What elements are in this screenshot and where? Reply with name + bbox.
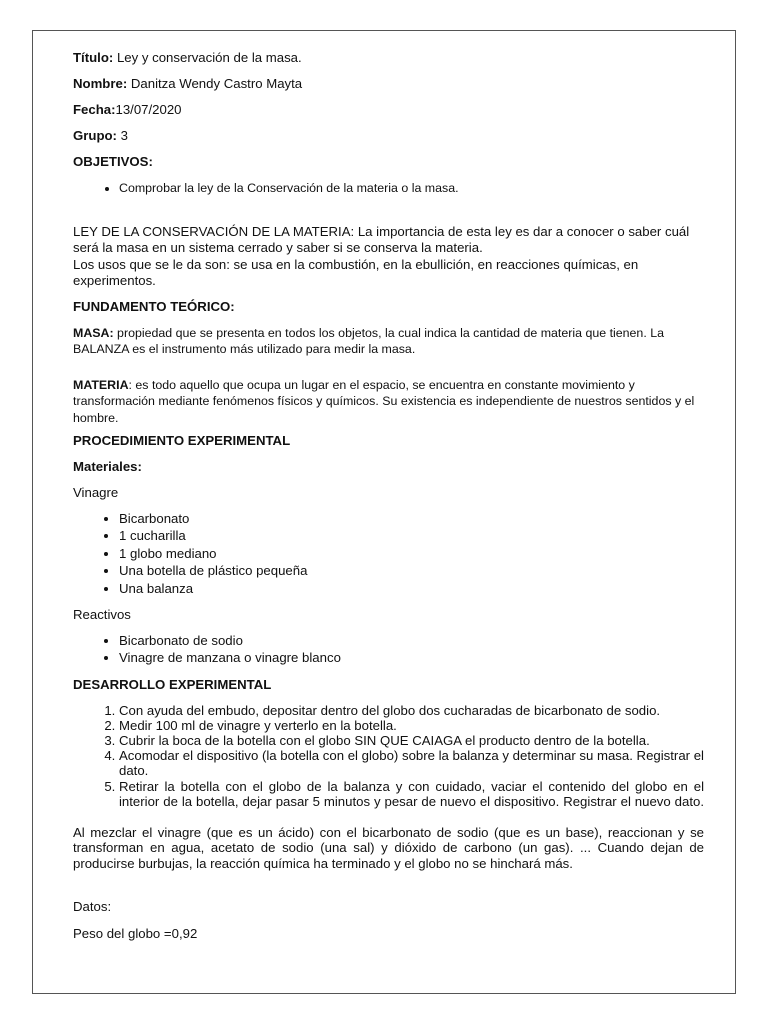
date-line — [73, 102, 704, 119]
list-item: 5. Retirar la botella con el globo de la balanza y con cuidado, vaciar el contenido del globo en el interior de la botella, dejar pasar 5 minutos y pesar de nuevo el dispositivo. Registrar el nuevo dato. — [119, 779, 704, 809]
list-item: 4. Acomodar el dispositivo (la botella con el globo) sobre la balanza y determinar su masa. Registrar el dato. — [119, 748, 704, 778]
objectives-list — [73, 180, 704, 198]
title-value: Ley y conservación de la masa. — [113, 50, 302, 65]
group-line — [73, 128, 704, 145]
reagents-list — [73, 632, 704, 667]
list-item: • Bicarbonato — [119, 510, 704, 528]
development-steps — [73, 703, 704, 809]
date-value: 13/07/2020 — [115, 102, 182, 117]
list-item: • Bicarbonato de sodio — [119, 632, 704, 650]
list-item: 2. Medir 100 ml de vinagre y verterlo en la botella. — [119, 718, 704, 733]
list-item: • 1 globo mediano — [119, 545, 704, 563]
title-line — [73, 50, 704, 67]
list-item: • Vinagre de manzana o vinagre blanco — [119, 649, 704, 667]
list-item: 3. Cubrir la boca de la botella con el globo SIN QUE CAIAGA el producto dentro de la botella. — [119, 733, 704, 748]
list-item: 1. Con ayuda del embudo, depositar dentro del globo dos cucharadas de bicarbonato de sodio. — [119, 703, 704, 718]
list-item: • Una botella de plástico pequeña — [119, 562, 704, 580]
materials-first-item: Vinagre — [73, 485, 119, 500]
law-text-2: Los usos que se le da son: se usa en la combustión, en la ebullición, en reacciones químicas, en experimentos. — [73, 256, 639, 288]
matter-paragraph — [73, 377, 704, 427]
explanation-paragraph: Al mezclar el vinagre (que es un ácido) con el bicarbonato de sodio (que es un base), reaccionan y se transforman en agua, acetato de sodio (una sal) y dióxido de carbono (un gas). ... Cuando dejan de producirse burbujas, la reacción química ha terminado y el globo no se hinchará más. — [73, 824, 704, 871]
name-label: Nombre: — [73, 76, 128, 91]
list-item: • 1 cucharilla — [119, 527, 704, 545]
name-value: Danitza Wendy Castro Mayta — [127, 76, 303, 91]
title-label: Título: — [73, 50, 114, 65]
matter-text: : es todo aquello que ocupa un lugar en el espacio, se encuentra en constante movimiento y transformación mediante fenómenos físicos y químicos. Su existencia es independiente de nuestros sentidos y el hombre. — [73, 377, 695, 425]
development-heading: DESARROLLO EXPERIMENTAL — [73, 676, 272, 692]
matter-label: MATERIA — [73, 377, 129, 392]
objectives-heading: OBJETIVOS: — [73, 154, 153, 169]
reagents-heading: Reactivos — [73, 607, 131, 622]
name-line — [73, 76, 704, 93]
procedure-heading: PROCEDIMIENTO EXPERIMENTAL — [73, 433, 291, 448]
group-value: 3 — [116, 128, 128, 143]
mass-label: MASA: — [73, 325, 114, 340]
law-paragraph — [73, 224, 704, 290]
list-item: • Una balanza — [119, 580, 704, 598]
theory-heading: FUNDAMENTO TEÓRICO: — [73, 298, 235, 314]
law-text-1: LEY DE LA CONSERVACIÓN DE LA MATERIA: La importancia de esta ley es dar a conocer o saber cuál será la masa en un sistema cerrado y saber si se conserva la materia. — [73, 223, 690, 255]
data-label: Datos: — [73, 899, 112, 915]
document-body — [73, 50, 704, 951]
group-label: Grupo: — [73, 128, 117, 143]
list-item: • Comprobar la ley de la Conservación de la materia o la masa. — [119, 180, 704, 198]
date-label: Fecha: — [73, 102, 116, 117]
materials-list — [73, 510, 704, 598]
mass-paragraph — [73, 325, 704, 358]
materials-heading: Materiales: — [73, 459, 142, 474]
balloon-weight: Peso del globo =0,92 — [73, 925, 198, 941]
mass-text: propiedad que se presenta en todos los objetos, la cual indica la cantidad de materia que tienen. La BALANZA es el instrumento más utilizado para medir la masa. — [73, 325, 664, 356]
